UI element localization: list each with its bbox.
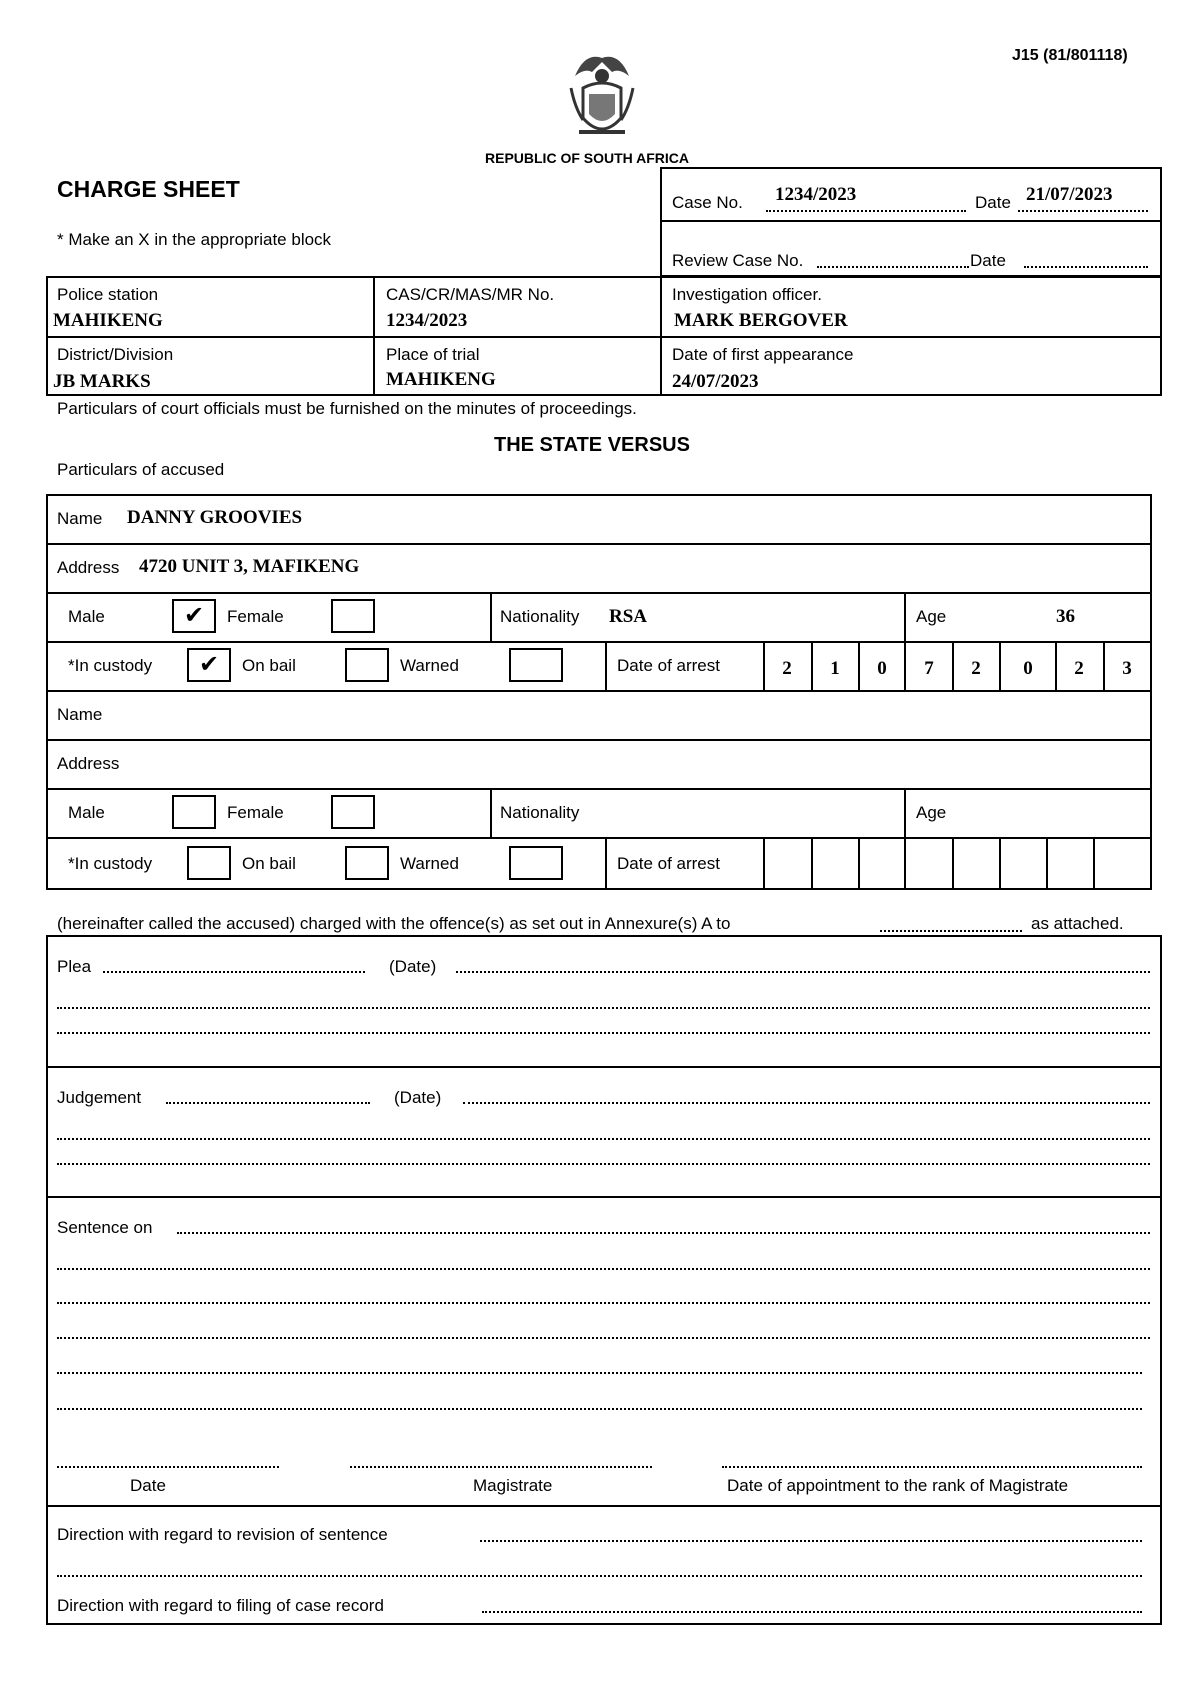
district-value[interactable]: JB MARKS: [53, 371, 151, 392]
accused2-arrest-label: Date of arrest: [617, 854, 720, 873]
accused1-custody-label: *In custody: [68, 656, 153, 675]
as-attached-text: as attached.: [1031, 914, 1124, 933]
accused1-female-checkbox[interactable]: [331, 599, 375, 633]
review-case-label: Review Case No.: [672, 251, 804, 270]
proceedings-box: [46, 935, 1162, 1625]
accused2-female-checkbox[interactable]: [331, 795, 375, 829]
district-label: District/Division: [57, 345, 174, 364]
filing-label: Direction with regard to filing of case record: [57, 1596, 384, 1615]
arrest-digit[interactable]: 2: [782, 658, 792, 679]
accused2-bail-checkbox[interactable]: [345, 846, 389, 880]
arrest-digit[interactable]: 0: [1023, 658, 1033, 679]
accused2-name-label: Name: [57, 705, 103, 724]
arrest-digit[interactable]: 2: [1074, 658, 1084, 679]
case-no-label: Case No.: [672, 193, 743, 212]
signature-magistrate-label: Magistrate: [473, 1476, 553, 1495]
case-date-label: Date: [975, 193, 1011, 212]
accused1-male-label: Male: [68, 607, 105, 626]
revision-label: Direction with regard to revision of sentence: [57, 1525, 388, 1544]
place-of-trial-value[interactable]: MAHIKENG: [386, 369, 496, 390]
first-appearance-label: Date of first appearance: [672, 345, 854, 364]
state-versus-heading: THE STATE VERSUS: [494, 434, 690, 456]
accused1-address-label: Address: [57, 558, 120, 577]
accused1-age-label: Age: [916, 607, 947, 626]
plea-label: Plea: [57, 957, 92, 976]
accused1-address-value[interactable]: 4720 UNIT 3, MAFIKENG: [139, 556, 360, 577]
review-date-label: Date: [970, 251, 1006, 270]
accused2-custody-label: *In custody: [68, 854, 153, 873]
case-no-value[interactable]: 1234/2023: [775, 184, 857, 205]
accused1-arrest-label: Date of arrest: [617, 656, 720, 675]
accused1-custody-checkbox[interactable]: ✔: [187, 648, 231, 682]
accused1-nationality-value[interactable]: RSA: [609, 606, 648, 627]
accused-table: [46, 494, 1152, 890]
first-appearance-value[interactable]: 24/07/2023: [672, 371, 759, 392]
form-code: J15 (81/801118): [1012, 47, 1128, 64]
instruction-text: * Make an X in the appropriate block: [57, 230, 332, 249]
cas-value[interactable]: 1234/2023: [386, 310, 468, 331]
coat-of-arms-emblem: [565, 48, 639, 140]
case-date-value[interactable]: 21/07/2023: [1026, 184, 1113, 205]
accused1-name-value[interactable]: DANNY GROOVIES: [127, 507, 303, 528]
accused2-female-label: Female: [227, 803, 284, 822]
judgement-date-label: (Date): [394, 1088, 442, 1107]
accused2-male-checkbox[interactable]: [172, 795, 216, 829]
signature-date-label: Date: [130, 1476, 166, 1495]
signature-appointment-label: Date of appointment to the rank of Magistrate: [727, 1476, 1069, 1495]
accused2-address-label: Address: [57, 754, 120, 773]
arrest-digit[interactable]: 1: [830, 658, 840, 679]
accused2-warned-checkbox[interactable]: [509, 846, 563, 880]
investigation-officer-label: Investigation officer.: [672, 285, 822, 304]
accused1-warned-label: Warned: [400, 656, 459, 675]
accused1-bail-checkbox[interactable]: [345, 648, 389, 682]
page-title: CHARGE SHEET: [57, 176, 240, 202]
accused1-age-value[interactable]: 36: [1056, 606, 1075, 627]
accused2-bail-label: On bail: [242, 854, 296, 873]
accused1-male-checkbox[interactable]: ✔: [172, 599, 216, 633]
accused2-warned-label: Warned: [400, 854, 459, 873]
police-station-label: Police station: [57, 285, 159, 304]
arrest-digit[interactable]: 7: [924, 658, 934, 679]
arrest-digit[interactable]: 3: [1122, 658, 1132, 679]
court-note: Particulars of court officials must be furnished on the minutes of proceedings.: [57, 399, 637, 418]
cas-label: CAS/CR/MAS/MR No.: [386, 285, 555, 304]
accused1-female-label: Female: [227, 607, 284, 626]
charged-text: (hereinafter called the accused) charged with the offence(s) as set out in Annexure(s) A to: [57, 914, 731, 933]
sentence-label: Sentence on: [57, 1218, 153, 1237]
accused1-name-label: Name: [57, 509, 103, 528]
accused1-nationality-label: Nationality: [500, 607, 580, 626]
plea-date-label: (Date): [389, 957, 437, 976]
accused2-nationality-label: Nationality: [500, 803, 580, 822]
place-of-trial-label: Place of trial: [386, 345, 480, 364]
arrest-digit[interactable]: 0: [877, 658, 887, 679]
judgement-label: Judgement: [57, 1088, 142, 1107]
arrest-digit[interactable]: 2: [971, 658, 981, 679]
particulars-label: Particulars of accused: [57, 460, 225, 479]
accused1-warned-checkbox[interactable]: [509, 648, 563, 682]
accused1-bail-label: On bail: [242, 656, 296, 675]
police-station-value[interactable]: MAHIKENG: [53, 310, 163, 331]
investigation-officer-value[interactable]: MARK BERGOVER: [674, 310, 848, 331]
country-label: REPUBLIC OF SOUTH AFRICA: [485, 150, 690, 166]
accused2-male-label: Male: [68, 803, 105, 822]
accused2-age-label: Age: [916, 803, 947, 822]
accused2-custody-checkbox[interactable]: [187, 846, 231, 880]
